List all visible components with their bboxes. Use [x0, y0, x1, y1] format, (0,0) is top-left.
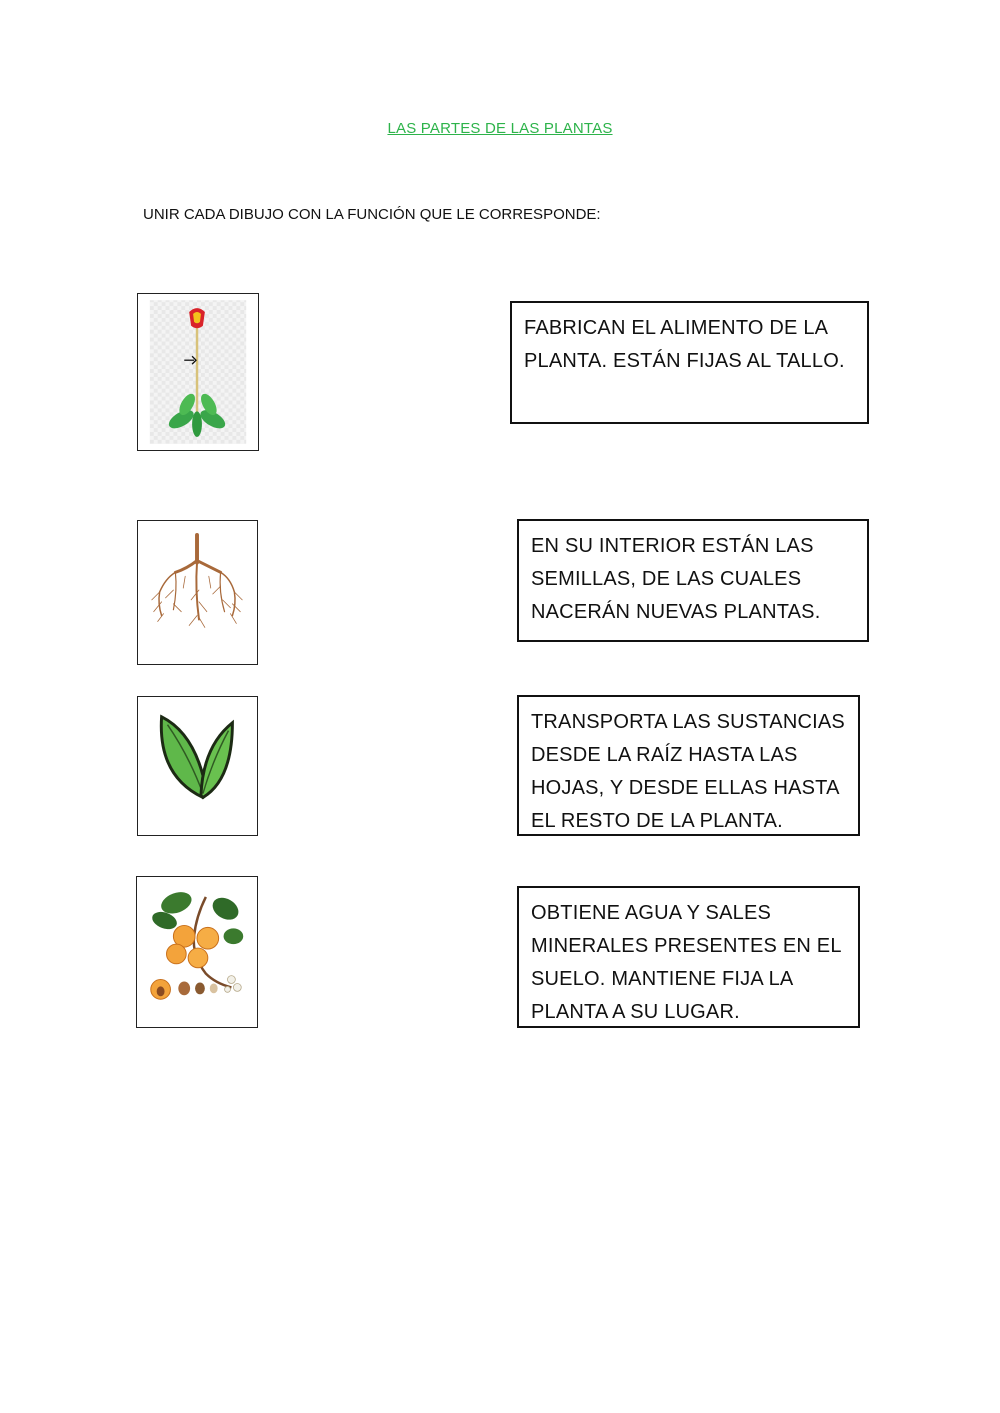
function-box-fruit[interactable]: EN SU INTERIOR ESTÁN LAS SEMILLAS, DE LAS CUALES NACERÁN NUEVAS PLANTAS.: [517, 519, 869, 642]
picture-card-fruit[interactable]: [136, 876, 258, 1028]
leaves-icon: [138, 697, 257, 835]
function-box-root[interactable]: OBTIENE AGUA Y SALES MINERALES PRESENTES EN EL SUELO. MANTIENE FIJA LA PLANTA A SU LUGAR.: [517, 886, 860, 1028]
picture-card-stem[interactable]: [137, 293, 259, 451]
picture-card-root[interactable]: [137, 520, 258, 665]
function-box-stem[interactable]: TRANSPORTA LAS SUSTANCIAS DESDE LA RAÍZ HASTA LAS HOJAS, Y DESDE ELLAS HASTA EL RESTO DE LA PLANTA.: [517, 695, 860, 836]
picture-card-leaves[interactable]: [137, 696, 258, 836]
instruction-text: UNIR CADA DIBUJO CON LA FUNCIÓN QUE LE CORRESPONDE:: [143, 206, 601, 223]
root-icon: [138, 521, 257, 664]
fruit-icon: [137, 877, 257, 1027]
function-box-leaves[interactable]: FABRICAN EL ALIMENTO DE LA PLANTA. ESTÁN FIJAS AL TALLO.: [510, 301, 869, 424]
page-title: LAS PARTES DE LAS PLANTAS: [387, 120, 613, 137]
stem-plant-icon: [138, 294, 258, 450]
